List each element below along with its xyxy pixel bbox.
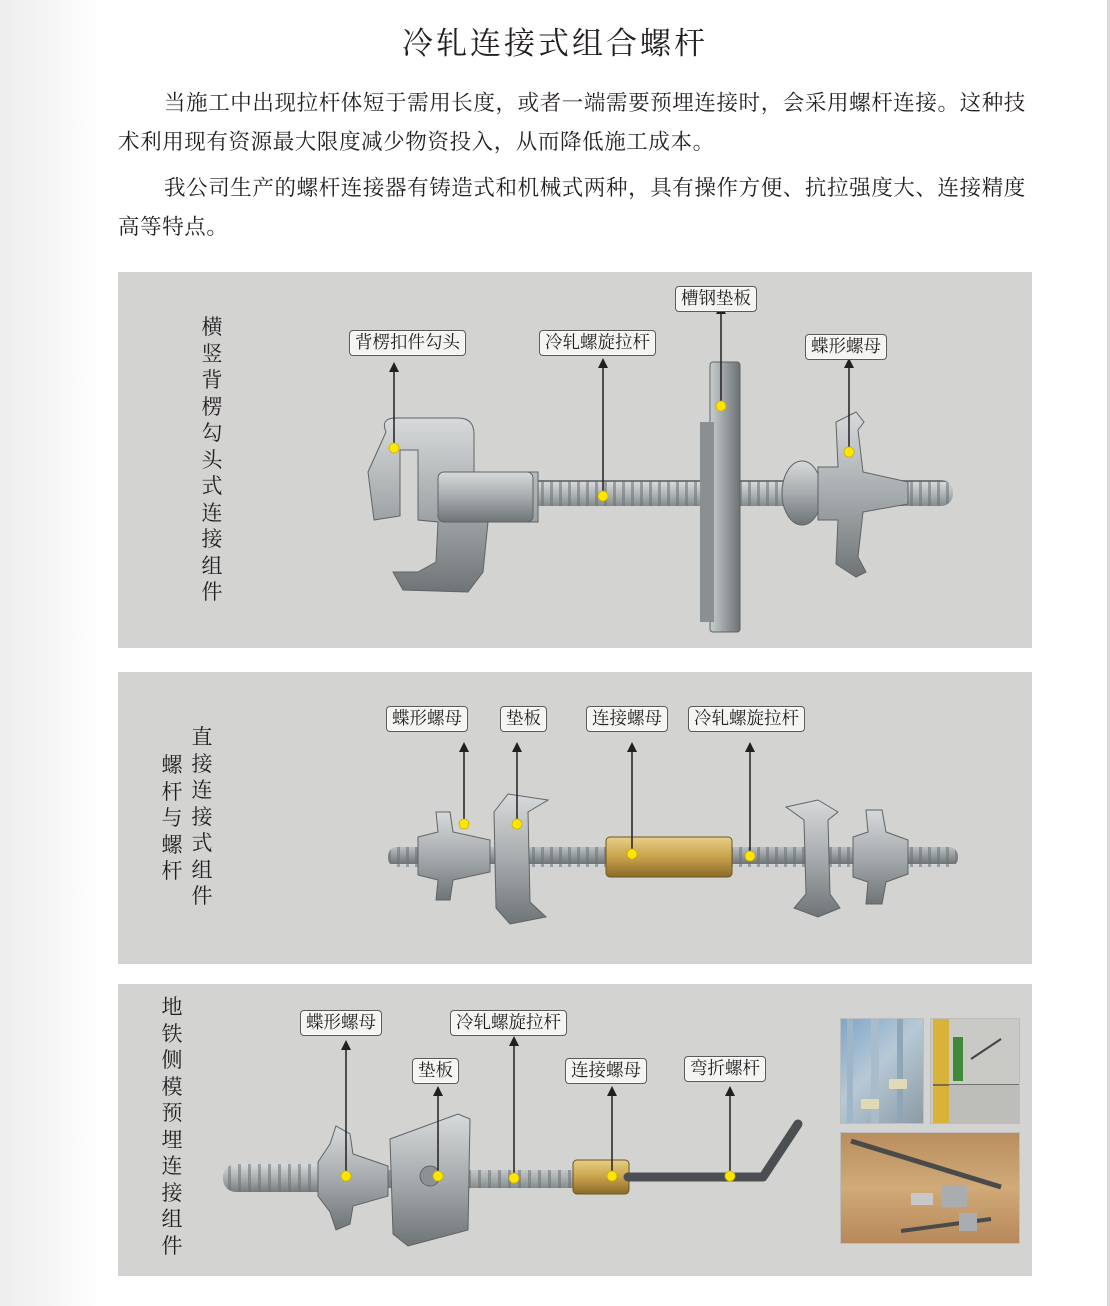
marker-dot	[725, 1171, 735, 1181]
marker-dot	[512, 819, 522, 829]
vertical-label-char: 件	[191, 884, 213, 908]
marker-dot	[627, 849, 637, 859]
wing-nut-part	[318, 1126, 388, 1230]
vertical-label-char: 埋	[161, 1127, 183, 1152]
intro-paragraph-2: 我公司生产的螺杆连接器有铸造式和机械式两种，具有操作方便、抗拉强度大、连接精度高等特点。	[118, 176, 1026, 240]
arrowhead	[509, 1036, 519, 1046]
tag-washer-plate: 垫板	[500, 706, 547, 732]
tag-cold-rolled-rod: 冷轧螺旋拉杆	[688, 706, 805, 732]
site-photo-formwork	[840, 1018, 924, 1124]
left-wing-nut	[418, 812, 490, 900]
vertical-label-char: 式	[191, 831, 213, 855]
panel-hook-connector	[118, 272, 1032, 648]
marker-dot	[607, 1171, 617, 1181]
site-photo-drawing	[931, 1019, 1019, 1123]
product-photo-drawing	[841, 1133, 1019, 1243]
arrowhead	[598, 358, 608, 368]
tag-channel-plate: 槽钢垫板	[675, 286, 757, 312]
product-photo-parts	[840, 1132, 1020, 1244]
vertical-label-char: 连	[161, 1154, 183, 1178]
tag-washer-plate: 垫板	[412, 1058, 459, 1084]
marker-dot	[745, 851, 755, 861]
coupling-nut	[573, 1160, 629, 1194]
arrowhead	[725, 1086, 735, 1096]
arrowhead	[607, 1086, 617, 1096]
arrowhead	[745, 742, 755, 752]
marker-dot	[433, 1171, 443, 1181]
vertical-label-char: 接	[201, 527, 223, 551]
vertical-label-char: 螺	[161, 753, 183, 777]
nut-collar	[782, 461, 822, 525]
vertical-label-char: 铁	[161, 1021, 183, 1046]
vertical-label-char: 连	[191, 778, 213, 802]
tag-hook-fastener: 背楞扣件勾头	[349, 330, 466, 356]
right-wing-nut	[853, 810, 908, 904]
arrowhead	[459, 742, 469, 752]
vertical-label-char: 组	[191, 857, 213, 882]
vertical-label-char: 背	[201, 368, 223, 392]
bent-rod	[628, 1124, 798, 1177]
vertical-label-char: 接	[191, 804, 213, 829]
tag-coupling-nut: 连接螺母	[565, 1058, 647, 1084]
vertical-label-char: 模	[161, 1074, 183, 1099]
marker-dot	[509, 1173, 519, 1183]
vertical-label-char: 竖	[201, 341, 223, 366]
tag-wing-nut: 蝶形螺母	[805, 334, 887, 360]
marker-dot	[598, 491, 608, 501]
vertical-label-char: 接	[191, 751, 213, 776]
tag-wing-nut: 蝶形螺母	[300, 1010, 382, 1036]
vertical-label-char: 直	[191, 725, 213, 749]
panel-rod-to-rod-connector	[118, 672, 1032, 964]
arrowhead	[512, 742, 522, 752]
vertical-label-char: 组	[161, 1207, 183, 1231]
vertical-label-char: 横	[201, 315, 223, 339]
marker-dot	[341, 1171, 351, 1181]
arrowhead	[389, 362, 399, 372]
coupling-nut	[606, 837, 732, 877]
tag-cold-rolled-rod: 冷轧螺旋拉杆	[539, 330, 656, 356]
arrowhead	[627, 742, 637, 752]
panel-1-illustration	[118, 272, 1032, 648]
marker-dot	[716, 401, 726, 411]
vertical-label-char: 预	[161, 1101, 183, 1125]
vertical-label-char: 地	[161, 995, 183, 1019]
vertical-label-char: 件	[201, 580, 223, 604]
intro-paragraph-1: 当施工中出现拉杆体短于需用长度，或者一端需要预埋连接时，会采用螺杆连接。这种技术利用现有资源最大限度减少物资投入，从而降低施工成本。	[118, 91, 1026, 155]
vertical-label-char: 杆	[161, 779, 183, 804]
channel-plate-edge	[700, 422, 714, 622]
vertical-label-char: 式	[201, 474, 223, 498]
tag-cold-rolled-rod: 冷轧螺旋拉杆	[450, 1010, 567, 1036]
marker-dot	[459, 819, 469, 829]
panel-2-illustration	[118, 672, 1032, 964]
tag-coupling-nut: 连接螺母	[586, 706, 668, 732]
vertical-label-char: 侧	[161, 1048, 183, 1072]
panel-subway-embedded-connector	[118, 984, 1032, 1276]
page-title: 冷轧连接式组合螺杆	[402, 26, 708, 62]
tag-wing-nut: 蝶形螺母	[386, 706, 468, 732]
left-margin-band	[0, 0, 100, 1306]
vertical-label-char: 勾	[201, 421, 223, 445]
wing-nut-part	[818, 412, 908, 577]
vertical-label-char: 连	[201, 500, 223, 525]
vertical-label-char: 组	[201, 553, 223, 578]
arrowhead	[341, 1040, 351, 1050]
tag-bent-rod: 弯折螺杆	[684, 1056, 766, 1082]
site-photo-drawing-board	[930, 1018, 1020, 1124]
hook-sleeve	[438, 472, 533, 522]
arrowhead	[433, 1086, 443, 1096]
vertical-label-char: 与	[161, 806, 183, 830]
vertical-label-char: 螺	[161, 832, 183, 857]
marker-dot	[844, 447, 854, 457]
vertical-label-char: 楞	[201, 394, 223, 419]
vertical-label-char: 头	[201, 447, 223, 472]
vertical-label-char: 件	[161, 1233, 183, 1258]
vertical-label-char: 接	[161, 1180, 183, 1205]
site-photo-drawing	[841, 1019, 923, 1123]
marker-dot	[389, 443, 399, 453]
vertical-label-char: 杆	[161, 859, 183, 883]
